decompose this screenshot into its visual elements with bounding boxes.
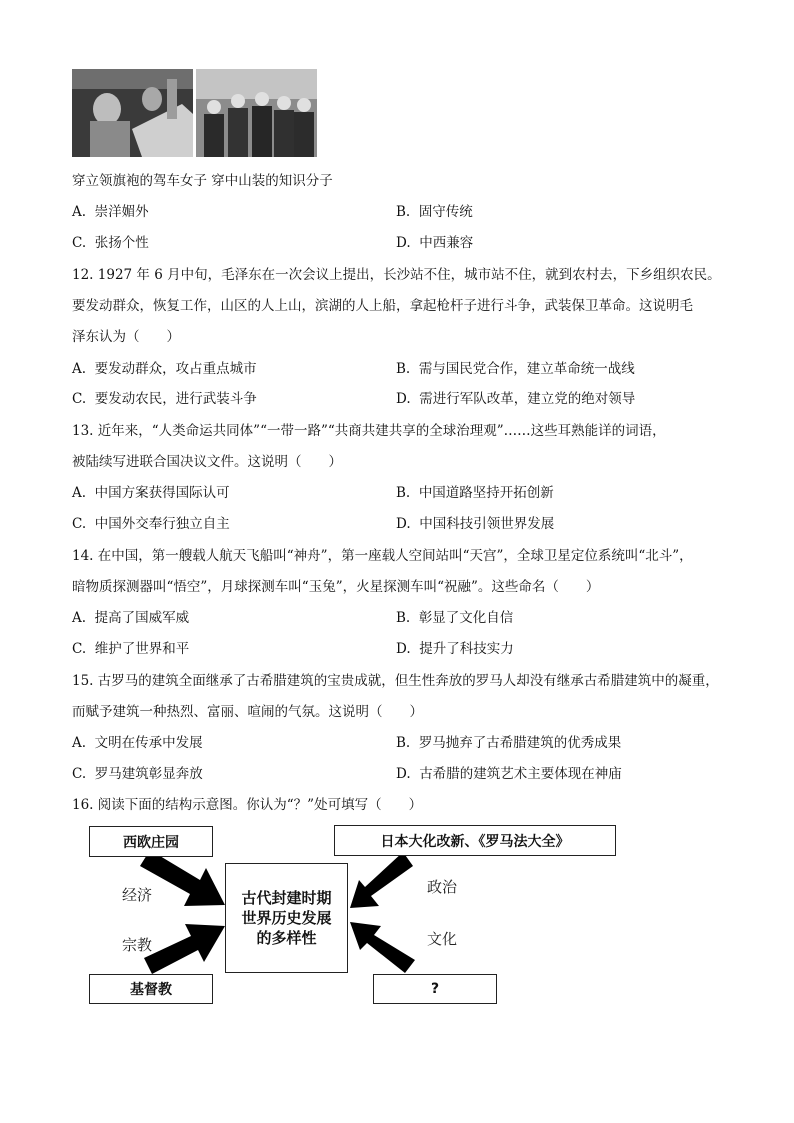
box-western-manor: 西欧庄园: [89, 826, 213, 857]
option-text: 罗马抛弃了古希腊建筑的优秀成果: [418, 735, 622, 751]
option-label: A.: [72, 735, 87, 751]
center-line-2: 世界历史发展: [241, 909, 332, 927]
option-text: 中国科技引领世界发展: [419, 516, 555, 532]
option-label: A.: [72, 204, 87, 220]
arrow-politics: [350, 852, 413, 908]
option-label: D.: [396, 516, 411, 532]
q13-stem-line-2: 被陆续写进联合国决议文件。这说明（ ）: [72, 454, 342, 470]
option-text: 中国方案获得国际认可: [94, 485, 230, 501]
label-politics: 政治: [427, 878, 458, 896]
option-label: A.: [72, 610, 87, 626]
option-text: 罗马建筑彰显奔放: [94, 766, 203, 782]
box-christianity: 基督教: [89, 974, 213, 1004]
option-text: 崇洋媚外: [94, 204, 149, 220]
label-religion: 宗教: [122, 936, 153, 954]
option-label: B.: [396, 204, 411, 220]
q14-stem-line-2: 暗物质探测器叫“悟空”，月球探测车叫“玉兔”，火星探测车叫“祝融”。这些命名（ ）: [72, 579, 600, 595]
option-label: C.: [72, 516, 87, 532]
box-center-diversity: [225, 863, 348, 973]
option-label: B.: [396, 485, 411, 501]
q15-stem-line-2: 而赋予建筑一种热烈、富丽、喧闹的气氛。这说明（ ）: [72, 704, 423, 720]
box-unknown: ?: [373, 974, 497, 1004]
option-label: B.: [396, 610, 411, 626]
label-economy: 经济: [122, 886, 153, 904]
option-label: A.: [72, 361, 87, 377]
option-text: 提高了国威军威: [94, 610, 190, 626]
option-text: 需进行军队改革，建立党的绝对领导: [419, 391, 636, 407]
option-text: 固守传统: [418, 204, 473, 220]
option-label: B.: [396, 735, 411, 751]
option-label: D.: [396, 391, 411, 407]
box-japan-rome-law: 日本大化改新、《罗马法大全》: [334, 825, 616, 856]
option-text: 需与国民党合作，建立革命统一战线: [418, 361, 635, 377]
option-text: 要发动农民，进行武装斗争: [94, 391, 257, 407]
q16-stem: 16. 阅读下面的结构示意图。你认为“？”处可填写（ ）: [72, 797, 423, 813]
option-text: 文明在传承中发展: [94, 735, 203, 751]
option-text: 彰显了文化自信: [418, 610, 514, 626]
option-text: 中国道路坚持开拓创新: [418, 485, 554, 501]
option-label: B.: [396, 361, 411, 377]
option-text: 维护了世界和平: [94, 641, 190, 657]
label-culture: 文化: [427, 930, 458, 948]
q15-stem-line-1: 15. 古罗马的建筑全面继承了古希腊建筑的宝贵成就，但生性奔放的罗马人却没有继承古希腊建筑中的凝重，: [72, 673, 719, 689]
photo-caption: 穿立领旗袍的驾车女子 穿中山装的知识分子: [72, 173, 333, 189]
arrow-religion: [144, 924, 225, 974]
q13-stem-line-1: 13. 近年来，“人类命运共同体”“一带一路”“共商共建共享的全球治理观”……这些耳熟能详的词语，: [72, 423, 666, 439]
option-label: D.: [396, 235, 411, 251]
arrow-culture: [350, 922, 415, 973]
option-label: C.: [72, 235, 87, 251]
option-text: 古希腊的建筑艺术主要体现在神庙: [419, 766, 622, 782]
q12-stem-line-1: 12. 1927 年 6 月中旬，毛泽东在一次会议上提出，长沙站不住，城市站不住，就到农村去，下乡组织农民。: [72, 267, 721, 283]
option-text: 提升了科技实力: [419, 641, 514, 657]
option-text: 要发动群众，攻占重点城市: [94, 361, 257, 377]
option-label: D.: [396, 766, 411, 782]
option-label: D.: [396, 641, 411, 657]
arrow-economy: [140, 850, 225, 906]
option-label: C.: [72, 766, 87, 782]
option-label: A.: [72, 485, 87, 501]
option-text: 中西兼容: [419, 235, 474, 251]
q12-stem-line-2: 要发动群众，恢复工作，山区的人上山，滨湖的人上船，拿起枪杆子进行斗争，武装保卫革命。这说明毛: [72, 298, 693, 314]
option-label: C.: [72, 641, 87, 657]
option-text: 张扬个性: [94, 235, 149, 251]
center-line-3: 的多样性: [256, 929, 317, 947]
q12-stem-line-3: 泽东认为（ ）: [72, 329, 180, 345]
q14-stem-line-1: 14. 在中国，第一艘载人航天飞船叫“神舟”，第一座载人空间站叫“天宫”，全球卫星定位系统叫“北斗”，: [72, 548, 693, 564]
option-label: C.: [72, 391, 87, 407]
center-line-1: 古代封建时期: [241, 889, 332, 907]
option-text: 中国外交奉行独立自主: [94, 516, 230, 532]
